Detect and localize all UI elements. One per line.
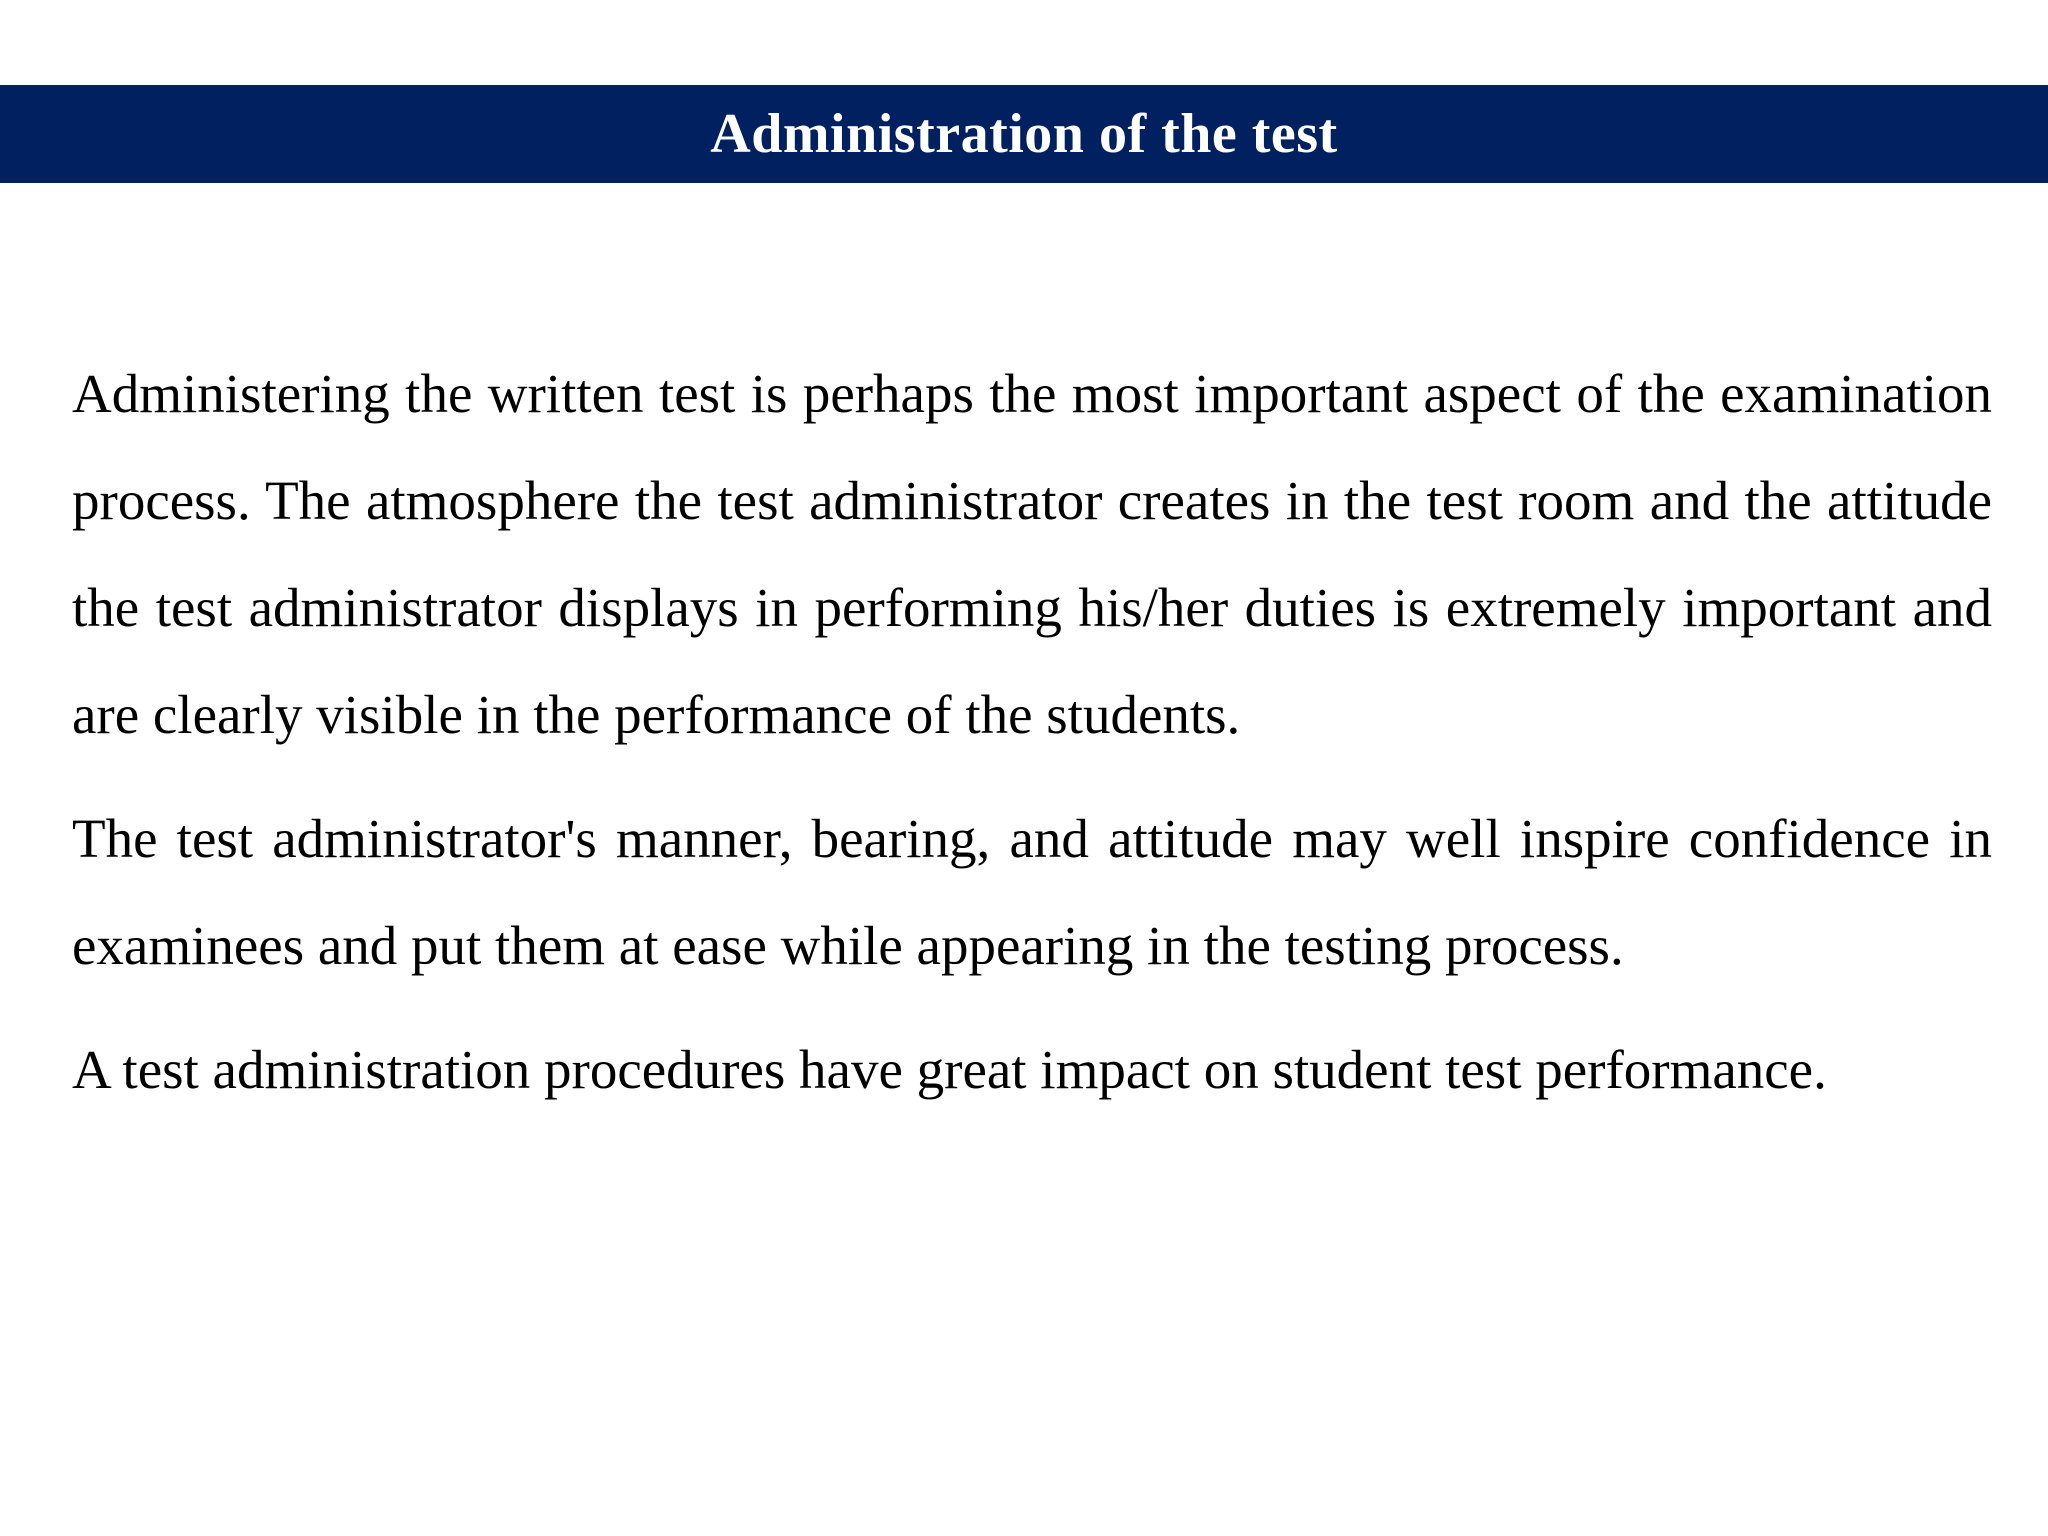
slide-body bbox=[72, 340, 1992, 1140]
paragraph-1: Administering the written test is perhaps the most important aspect of the examination process. The atmosphere the test administrator creates in the test room and the attitude the test administrator displays in performing his/her duties is extremely important and are clearly visible in the performance of the students. bbox=[72, 363, 1992, 745]
paragraph-3: A test administration procedures have great impact on student test performance. bbox=[72, 1039, 1827, 1100]
paragraph-2: The test administrator's manner, bearing, and attitude may well inspire confidence in examinees and put them at ease while appearing in the testing process. bbox=[72, 808, 1992, 976]
slide-title: Administration of the test bbox=[710, 103, 1338, 165]
title-bar bbox=[0, 85, 2048, 183]
